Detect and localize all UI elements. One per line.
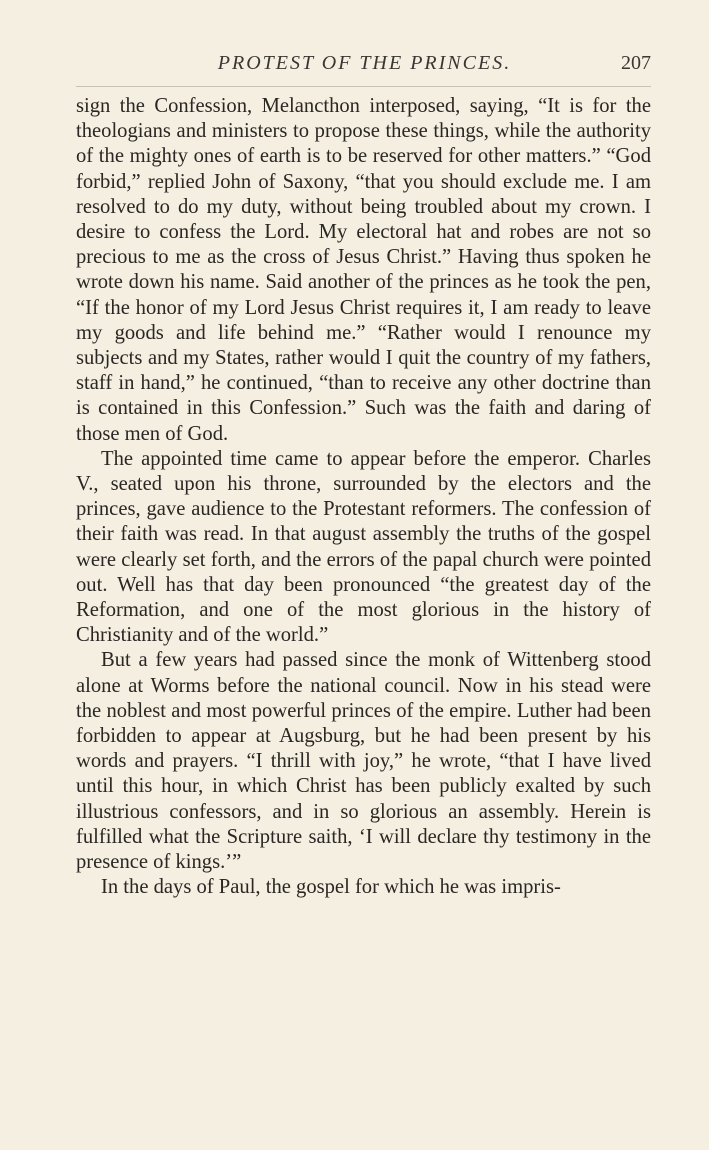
paragraph: In the days of Paul, the gospel for which he was impris- [101,876,561,899]
page-number: 207 [621,52,651,74]
body-text [76,94,651,901]
running-head [78,52,651,82]
paragraph-continued: sign the Confession, Melancthon interposed, saying, “It is for the theologians and ministers to propose these things, while the authority of the mighty ones of earth is to be reserved for other matters.” “God forbid,” replied John of Saxony, “that you should exclude me. I am resolved to do my duty, without being troubled about my crown. I desire to confess the Lord. My electoral hat and robes are not so precious to me as the cross of Jesus Christ.” Having thus spoken he wrote down his name. Said another of the princes as he took the pen, “If the honor of my Lord Jesus Christ requires it, I am ready to leave my goods and life behind me.” “Rather would I renounce my subjects and my States, rather would I quit the country of my fathers, staff in hand,” he continued, “than to receive any other doctrine than is contained in this Confession.” Such was the faith and daring of those men of God. [76,95,651,445]
running-title: PROTEST OF THE PRINCES. [217,52,512,74]
header-rule [76,86,651,87]
paragraph: But a few years had passed since the monk of Wittenberg stood alone at Worms before the national council. Now in his stead were the noblest and most powerful princes of the empire. Luther had been forbidden to appear at Augsburg, but he had been present by his words and prayers. “I thrill with joy,” he wrote, “that I have lived until this hour, in which Christ has been publicly exalted by such illustrious confessors, and in so glorious an assembly. Herein is fulfilled what the Scripture saith, ‘I will declare thy testimony in the presence of kings.’” [76,649,651,874]
paragraph: The appointed time came to appear before the emperor. Charles V., seated upon his throne, surrounded by the electors and the princes, gave audience to the Protestant reformers. The confession of their faith was read. In that august assembly the truths of the gospel were clearly set forth, and the errors of the papal church were pointed out. Well has that day been pronounced “the greatest day of the Reformation, and one of the most glorious in the history of Christianity and of the world.” [76,447,651,647]
